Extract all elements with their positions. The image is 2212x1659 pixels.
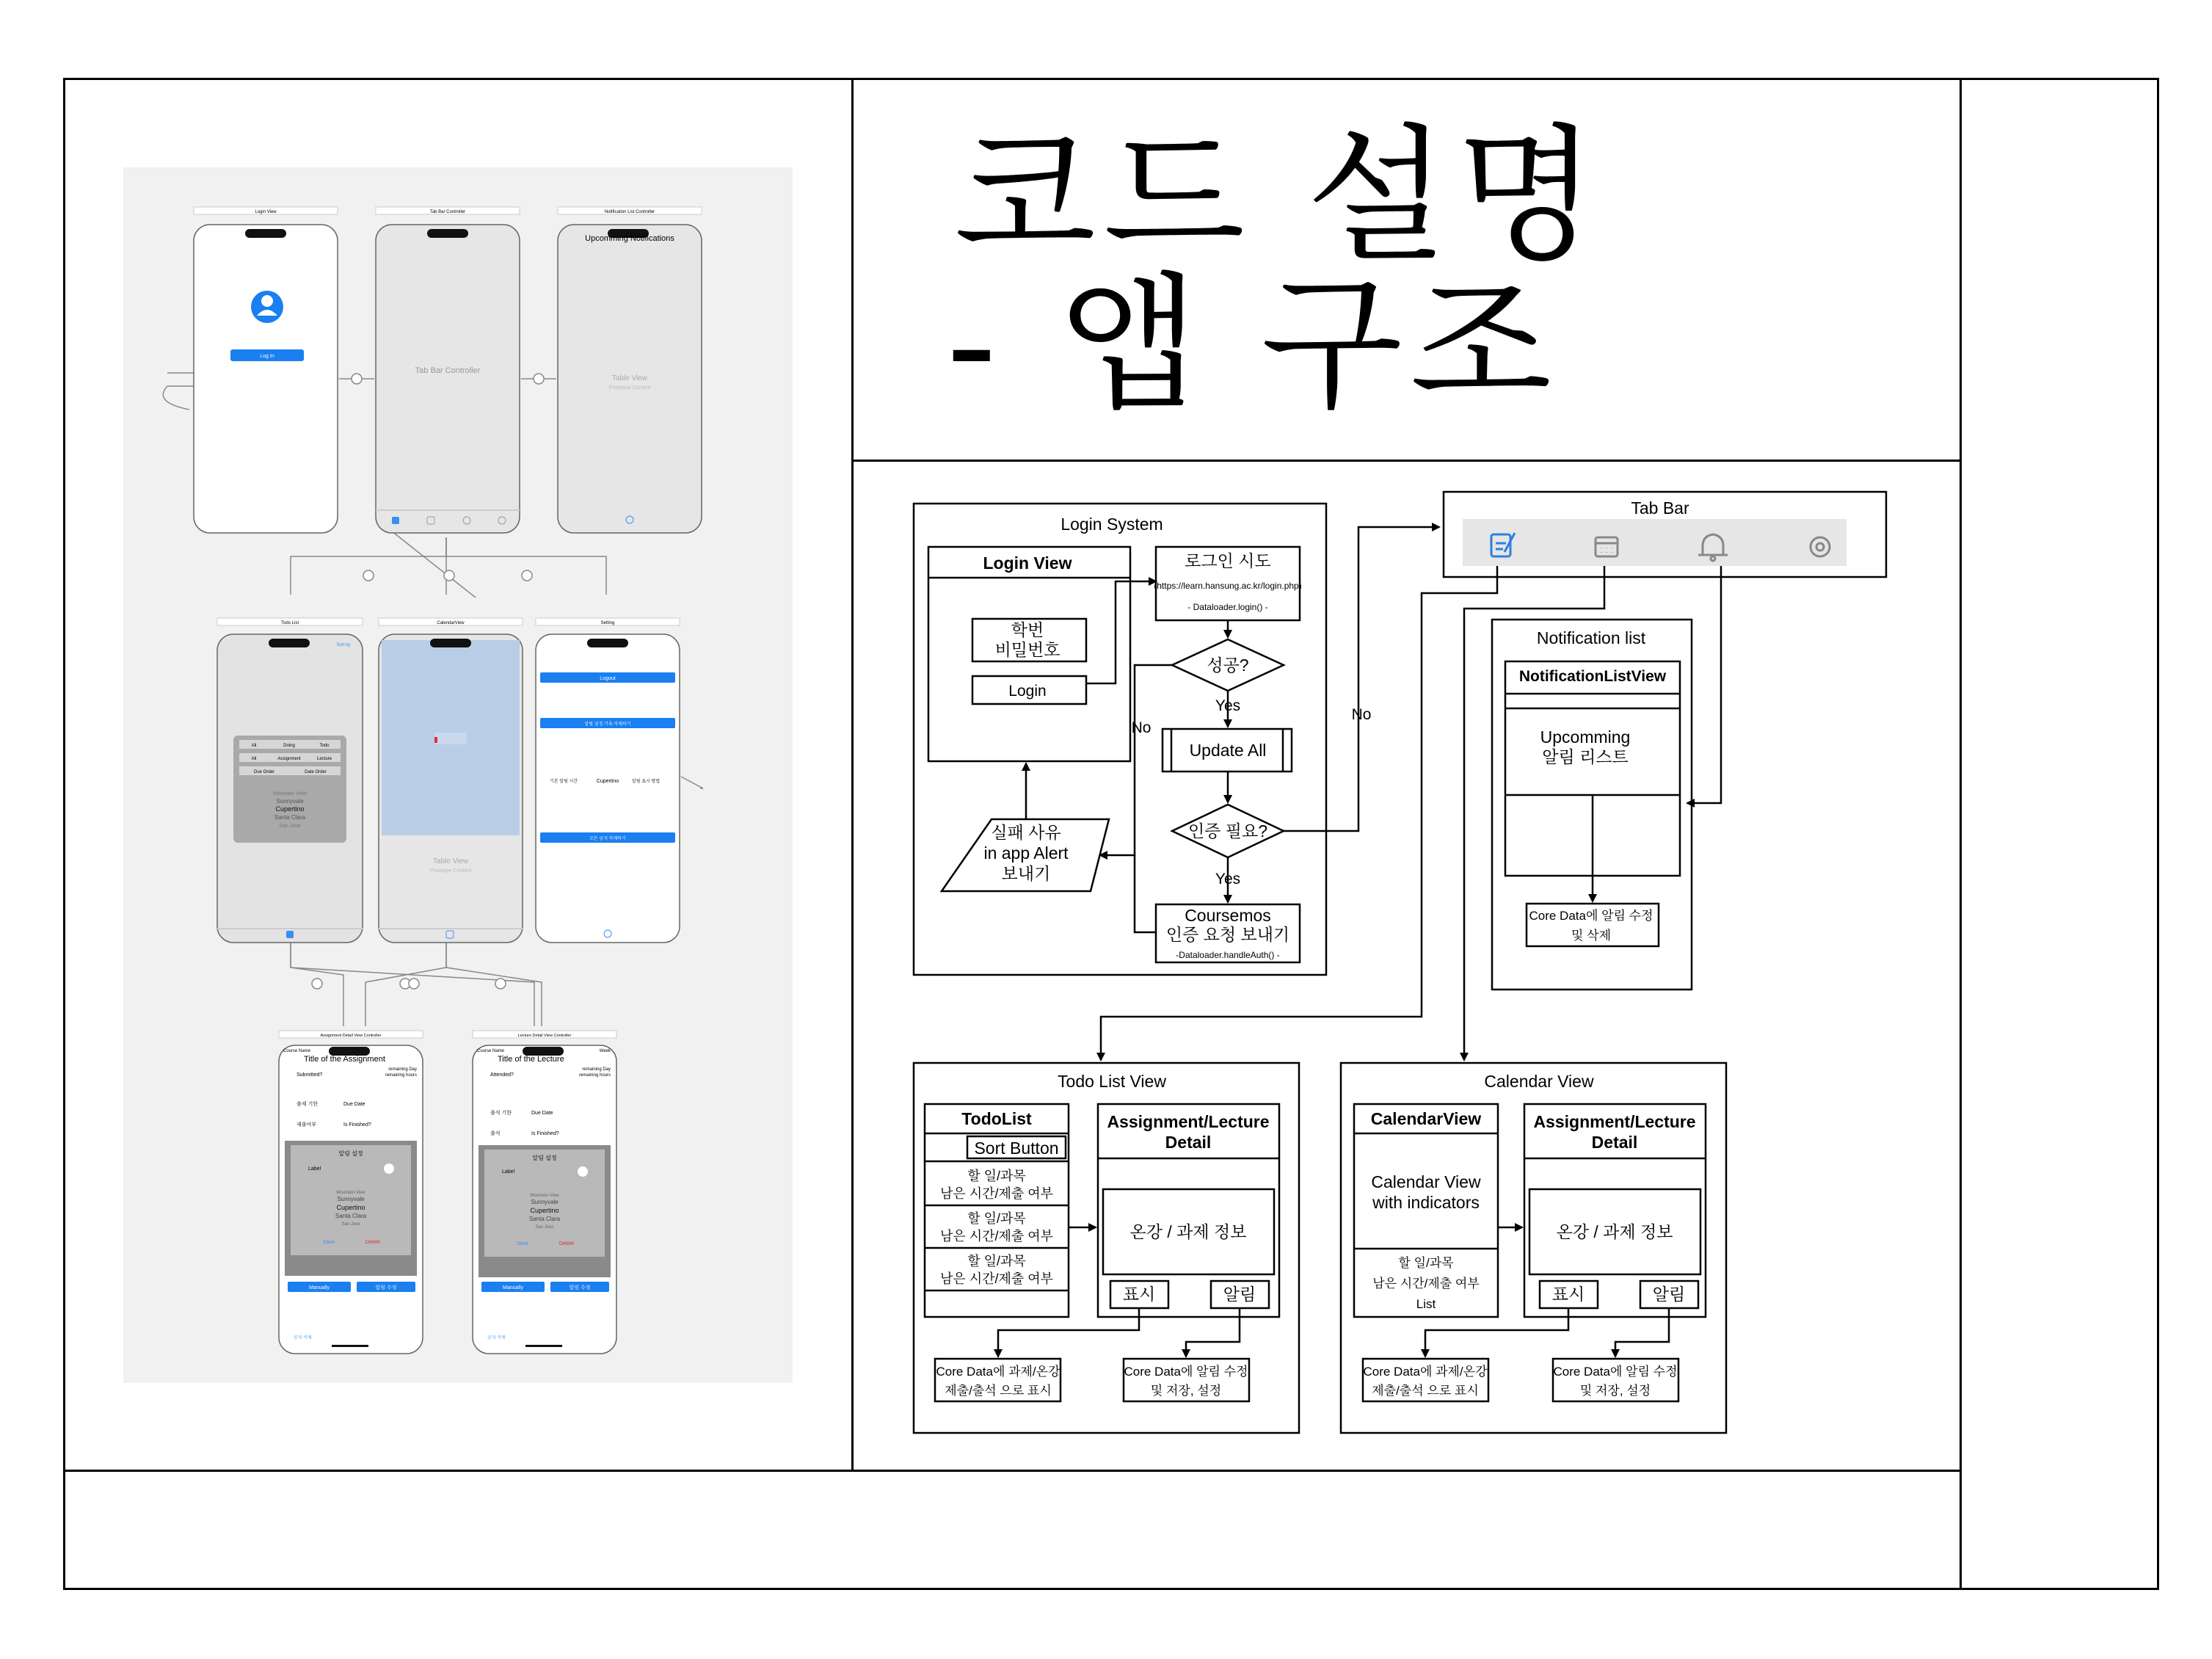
id-label: 학번	[1011, 620, 1044, 639]
svg-text:Santa Clara: Santa Clara	[274, 814, 306, 821]
todo-alarm-label: 알림	[1223, 1285, 1256, 1304]
login-view-title: Login View	[983, 553, 1072, 573]
scene-login-title: Login View	[255, 210, 277, 214]
svg-text:Cupertino: Cupertino	[336, 1204, 365, 1211]
todo-list-header: TodoList	[961, 1109, 1032, 1128]
svg-text:Prototype Content: Prototype Content	[608, 385, 651, 391]
svg-text:Mountain View: Mountain View	[336, 1191, 365, 1195]
svg-text:Week: Week	[599, 1049, 611, 1053]
svg-text:Due Date: Due Date	[343, 1102, 365, 1107]
svg-text:Title of the Assignment: Title of the Assignment	[304, 1055, 385, 1064]
svg-text:Notification List Controller: Notification List Controller	[604, 210, 655, 214]
svg-text:Table View: Table View	[611, 374, 648, 382]
calendar-core-2-line-2: 및 저장, 설정	[1579, 1384, 1651, 1398]
todo-core-1-line-2: 제출/출석 으로 표시	[945, 1384, 1052, 1398]
auth-yes-label: Yes	[1215, 871, 1241, 887]
todo-core-2-line-2: 및 저장, 설정	[1150, 1384, 1222, 1398]
notification-core-label-2: 및 삭제	[1571, 929, 1611, 943]
notification-title: Notification list	[1536, 628, 1646, 647]
svg-text:Due Order: Due Order	[253, 770, 275, 774]
svg-text:Cupertino: Cupertino	[530, 1207, 559, 1214]
todo-row-1-line-1: 할 일/과목	[967, 1169, 1026, 1183]
calendar-view-title: CalendarView	[1370, 1109, 1482, 1128]
svg-text:San Jose: San Jose	[535, 1225, 554, 1230]
notification-list-label-2: 알림 리스트	[1542, 747, 1629, 766]
svg-text:Date Order: Date Order	[305, 770, 327, 774]
svg-text:Mountain View: Mountain View	[273, 791, 307, 796]
calendar-row-line-1: 할 일/과목	[1398, 1256, 1454, 1270]
svg-text:Cupertino: Cupertino	[275, 805, 305, 813]
calendar-core-1-line-1: Core Data에 과제/온강	[1363, 1365, 1488, 1379]
svg-text:Attended?: Attended?	[490, 1072, 514, 1078]
svg-text:알림 수정: 알림 수정	[569, 1285, 591, 1290]
todo-row-2-line-2: 남은 시간/제출 여부	[939, 1229, 1054, 1244]
fail-label-1: 실패 사유	[991, 823, 1061, 842]
svg-text:remaining hours: remaining hours	[385, 1073, 417, 1078]
calendar-core-2-line-1: Core Data에 알림 수정	[1553, 1365, 1678, 1379]
fail-label-2: in app Alert	[983, 843, 1069, 863]
todo-core-2-line-1: Core Data에 알림 수정	[1124, 1365, 1248, 1379]
svg-text:Label: Label	[308, 1166, 321, 1172]
svg-text:San Jose: San Jose	[341, 1222, 360, 1227]
todo-show-label: 표시	[1122, 1285, 1156, 1304]
svg-text:알림 설정: 알림 설정	[338, 1150, 363, 1157]
todo-core-1-line-1: Core Data에 과제/온강	[936, 1365, 1060, 1379]
calendar-view-label-2: with indicators	[1372, 1193, 1480, 1212]
auth-needed-label: 인증 필요?	[1187, 821, 1268, 841]
svg-text:Santa Clara: Santa Clara	[528, 1216, 561, 1222]
update-all-label: Update All	[1189, 741, 1267, 760]
tab-bar-strip	[1463, 519, 1847, 566]
password-label: 비밀번호	[994, 640, 1060, 659]
calendar-detail-line-1: Assignment/Lecture	[1533, 1112, 1696, 1131]
svg-text:Delete: Delete	[559, 1241, 575, 1246]
coursemos-label-2: 인증 요청 보내기	[1165, 925, 1290, 944]
svg-text:Save: Save	[323, 1240, 335, 1245]
success-yes-label: Yes	[1215, 697, 1241, 714]
svg-text:알림 설정: 알림 설정	[532, 1155, 557, 1161]
scene-login-button: Log In	[260, 354, 274, 359]
success-label: 성공?	[1207, 656, 1249, 675]
svg-text:Logout: Logout	[600, 676, 616, 681]
svg-text:Manually: Manually	[308, 1285, 330, 1290]
todo-row-1-line-2: 남은 시간/제출 여부	[939, 1186, 1054, 1201]
calendar-core-1-line-2: 제출/출석 으로 표시	[1372, 1384, 1479, 1398]
svg-text:알림 수정: 알림 수정	[375, 1285, 397, 1290]
slide-title-line2: - 앱 구조	[947, 259, 1560, 430]
coursemos-fn: -Dataloader.handleAuth() -	[1176, 950, 1280, 960]
calendar-row-line-3: List	[1416, 1297, 1436, 1311]
svg-text:remaining Day: remaining Day	[582, 1067, 611, 1072]
svg-text:Lecture Detail View Controller: Lecture Detail View Controller	[517, 1034, 572, 1038]
svg-text:Tab Bar Controller: Tab Bar Controller	[415, 366, 481, 375]
svg-text:Prototype Content: Prototype Content	[429, 868, 472, 874]
notification-view-title: NotificationListView	[1518, 668, 1667, 685]
svg-text:Upcomming Notifications: Upcomming Notifications	[585, 234, 674, 243]
todo-row-3-line-1: 할 일/과목	[967, 1254, 1026, 1268]
svg-text:Tab Bar Controller: Tab Bar Controller	[429, 210, 466, 214]
svg-text:알림 표시 방법: 알림 표시 방법	[631, 780, 661, 784]
todo-detail-line-1: Assignment/Lecture	[1107, 1112, 1270, 1131]
svg-text:San Jose: San Jose	[279, 824, 301, 829]
svg-text:출석 기한: 출석 기한	[490, 1111, 512, 1116]
svg-text:All: All	[251, 757, 257, 761]
todo-title: Todo List View	[1058, 1072, 1166, 1091]
svg-text:Sort by: Sort by	[336, 643, 351, 647]
todo-info-label: 온강 / 과제 정보	[1129, 1222, 1247, 1241]
svg-text:Is Finished?: Is Finished?	[343, 1122, 371, 1128]
svg-text:Santa Clara: Santa Clara	[335, 1213, 367, 1219]
svg-text:Setting: Setting	[600, 621, 615, 625]
calendar-title: Calendar View	[1484, 1072, 1594, 1091]
todo-detail-line-2: Detail	[1165, 1133, 1212, 1152]
svg-text:Title of the Lecture: Title of the Lecture	[498, 1055, 564, 1064]
svg-text:제출여부: 제출여부	[296, 1122, 317, 1128]
notification-list-label-1: Upcomming	[1540, 727, 1631, 747]
notification-core-label-1: Core Data에 알림 수정	[1529, 909, 1653, 923]
auth-no-label: No	[1351, 706, 1372, 723]
svg-text:출제 기한: 출제 기한	[296, 1102, 318, 1107]
svg-text:Lecture: Lecture	[316, 757, 332, 761]
calendar-row-line-2: 남은 시간/제출 여부	[1372, 1277, 1480, 1290]
svg-text:Sunnyvale: Sunnyvale	[337, 1196, 365, 1202]
success-no-label: No	[1131, 719, 1152, 736]
svg-text:공지 삭제: 공지 삭제	[487, 1336, 506, 1340]
svg-text:출석: 출석	[490, 1131, 501, 1136]
svg-text:All: All	[251, 744, 257, 748]
svg-text:Todo List: Todo List	[280, 621, 299, 625]
svg-text:모든 공지 삭제하기: 모든 공지 삭제하기	[589, 837, 626, 841]
svg-text:Course Name: Course Name	[477, 1049, 505, 1053]
sort-button-label: Sort Button	[974, 1139, 1059, 1158]
svg-text:remaining hours: remaining hours	[578, 1073, 611, 1078]
svg-text:remaining Day: remaining Day	[388, 1067, 417, 1072]
slide-title-line1: 코드 설명	[954, 111, 1605, 282]
tab-bar-title: Tab Bar	[1631, 498, 1689, 518]
svg-text:Label: Label	[502, 1169, 515, 1175]
svg-text:Todo: Todo	[319, 744, 330, 748]
svg-text:Sunnyvale: Sunnyvale	[276, 798, 304, 805]
svg-text:Due Date: Due Date	[531, 1111, 553, 1116]
calendar-view-label-1: Calendar View	[1371, 1172, 1481, 1191]
svg-text:Course Name: Course Name	[283, 1049, 311, 1053]
todo-row-3-line-2: 남은 시간/제출 여부	[939, 1271, 1054, 1286]
calendar-detail-line-2: Detail	[1591, 1133, 1638, 1152]
svg-text:Manually: Manually	[502, 1285, 524, 1290]
login-system-title: Login System	[1060, 515, 1163, 534]
fail-label-3: 보내기	[1001, 864, 1051, 883]
svg-text:Sunnyvale: Sunnyvale	[531, 1199, 559, 1205]
svg-text:Submitted?: Submitted?	[296, 1072, 323, 1078]
login-attempt-label: 로그인 시도	[1185, 551, 1271, 570]
svg-text:공지 삭제: 공지 삭제	[294, 1336, 312, 1340]
svg-text:Save: Save	[517, 1241, 528, 1246]
calendar-info-label: 온강 / 과제 정보	[1556, 1222, 1673, 1241]
svg-text:Doing: Doing	[283, 744, 295, 748]
svg-text:Cupertino: Cupertino	[596, 779, 619, 784]
svg-text:CalendarView: CalendarView	[437, 621, 465, 625]
todo-row-2-line-1: 할 일/과목	[967, 1211, 1026, 1226]
svg-text:Table View: Table View	[432, 857, 469, 865]
coursemos-label-1: Coursemos	[1185, 906, 1271, 925]
login-attempt-fn: - Dataloader.login() -	[1187, 602, 1268, 612]
svg-text:기본 알림 시간: 기본 알림 시간	[549, 780, 578, 784]
svg-text:알림 설정 기록 삭제하기: 알림 설정 기록 삭제하기	[584, 722, 631, 727]
svg-text:Mountain View: Mountain View	[530, 1194, 559, 1198]
login-attempt-url: (https://learn.hansung.ac.kr/login.php)	[1154, 581, 1302, 591]
login-button-label: Login	[1008, 683, 1047, 700]
svg-text:Is Finished?: Is Finished?	[531, 1131, 559, 1136]
svg-text:Assignment Detail View Control: Assignment Detail View Controller	[320, 1034, 382, 1038]
calendar-alarm-label: 알림	[1652, 1285, 1686, 1304]
svg-text:Delete: Delete	[365, 1240, 381, 1245]
calendar-show-label: 표시	[1551, 1285, 1585, 1304]
svg-text:Assignment: Assignment	[277, 757, 301, 761]
